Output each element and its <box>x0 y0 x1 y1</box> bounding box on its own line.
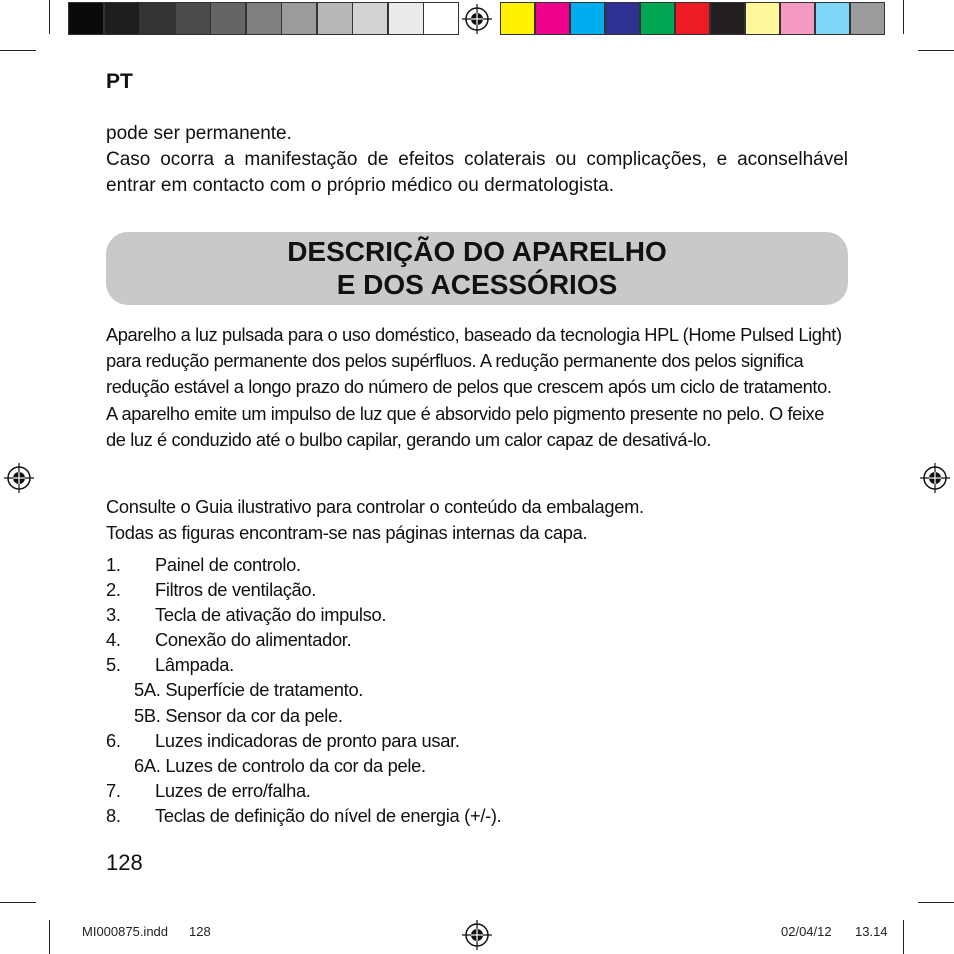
description-text <box>106 322 848 453</box>
list-item <box>106 703 848 728</box>
gray-swatch <box>139 2 175 35</box>
registration-crosshair-icon <box>4 463 34 493</box>
list-item <box>106 778 848 803</box>
guide-line: Consulte o Guia ilustrativo para controlar o conteúdo da embalagem. <box>106 496 644 517</box>
color-swatch <box>745 2 780 35</box>
list-item-text: Filtros de ventilação. <box>155 579 317 601</box>
list-item-text: Luzes de erro/falha. <box>155 779 311 801</box>
list-item-text: 6A. Luzes de controlo da cor da pele. <box>134 754 426 776</box>
list-item-number: 4. <box>106 629 121 651</box>
crop-mark <box>918 902 954 903</box>
gray-swatch <box>352 2 388 35</box>
crop-mark <box>49 920 50 954</box>
color-swatch <box>500 2 535 35</box>
gray-swatch <box>210 2 246 35</box>
description-paragraph: Aparelho a luz pulsada para o uso doméstico, baseado da tecnologia HPL (Home Pulsed Light) para redução permanente dos pelos supérfluos. A redução permanente dos pelos significa redução estável a longo prazo do número de pelos que crescem após um ciclo de tratamento. <box>106 324 842 398</box>
list-item <box>106 677 848 702</box>
list-item-number: 7. <box>106 779 121 801</box>
list-item-text: 5B. Sensor da cor da pele. <box>134 704 343 726</box>
registration-crosshair-icon <box>462 4 492 34</box>
language-label: PT <box>106 70 133 93</box>
guide-note <box>106 494 848 546</box>
intro-text <box>106 121 848 199</box>
list-item <box>106 753 848 778</box>
crop-mark <box>0 902 36 903</box>
list-item-number: 1. <box>106 554 121 575</box>
list-item-number: 5. <box>106 654 121 676</box>
list-item <box>106 577 848 602</box>
list-item-number: 3. <box>106 604 121 626</box>
footer-file-page: 128 <box>189 924 211 939</box>
color-swatch <box>850 2 885 35</box>
color-swatch <box>640 2 675 35</box>
crop-mark <box>49 0 50 34</box>
parts-list <box>106 552 848 828</box>
footer-date: 02/04/12 <box>781 924 832 939</box>
list-item-text: Teclas de definição do nível de energia (+/-). <box>155 804 502 826</box>
color-swatch <box>780 2 815 35</box>
list-item <box>106 552 848 577</box>
gray-swatch <box>175 2 211 35</box>
color-swatch <box>605 2 640 35</box>
page-number: 128 <box>106 850 143 875</box>
color-swatch <box>815 2 850 35</box>
list-item-text: Painel de controlo. <box>155 554 301 575</box>
crop-mark <box>918 50 954 51</box>
list-item <box>106 728 848 753</box>
color-swatch <box>570 2 605 35</box>
crop-mark <box>0 50 36 51</box>
crop-mark <box>903 0 904 34</box>
registration-crosshair-icon <box>462 920 492 950</box>
list-item <box>106 652 848 677</box>
crop-mark <box>903 920 904 954</box>
gray-swatch <box>68 2 104 35</box>
list-item <box>106 803 848 828</box>
section-heading-banner <box>106 232 848 305</box>
gray-swatch <box>423 2 459 35</box>
gray-swatch <box>246 2 282 35</box>
list-item-number: 6. <box>106 729 121 751</box>
footer-time: 13.14 <box>855 924 888 939</box>
list-item-number: 2. <box>106 579 121 601</box>
gray-swatch <box>388 2 424 35</box>
gray-swatch <box>104 2 140 35</box>
description-paragraph: A aparelho emite um impulso de luz que é absorvido pelo pigmento presente no pelo. O feixe de luz é conduzido até o bulbo capilar, gerando um calor capaz de desativá-lo. <box>106 402 825 450</box>
section-heading-line2: E DOS ACESSÓRIOS <box>336 269 618 300</box>
intro-line: pode ser permanente. <box>106 123 292 144</box>
list-item-text: Conexão do alimentador. <box>155 629 352 651</box>
list-item-number: 8. <box>106 804 121 826</box>
guide-line: Todas as figuras encontram-se nas páginas internas da capa. <box>106 522 588 543</box>
color-swatch <box>675 2 710 35</box>
list-item-text: Lâmpada. <box>155 654 234 676</box>
list-item-text: Luzes indicadoras de pronto para usar. <box>155 729 460 751</box>
section-heading-line1: DESCRIÇÃO DO APARELHO <box>287 236 667 267</box>
gray-swatch <box>317 2 353 35</box>
intro-paragraph: Caso ocorra a manifestação de efeitos colaterais ou complicações, e aconselhável entrar em contacto com o próprio médico ou dermatologista. <box>106 149 848 196</box>
color-swatch <box>710 2 745 35</box>
list-item-text: Tecla de ativação do impulso. <box>155 604 387 626</box>
registration-crosshair-icon <box>920 463 950 493</box>
list-item <box>106 602 848 627</box>
footer-file-name: MI000875.indd <box>82 924 169 939</box>
list-item-text: 5A. Superfície de tratamento. <box>134 679 364 701</box>
list-item <box>106 627 848 652</box>
gray-swatch <box>281 2 317 35</box>
color-swatch <box>535 2 570 35</box>
